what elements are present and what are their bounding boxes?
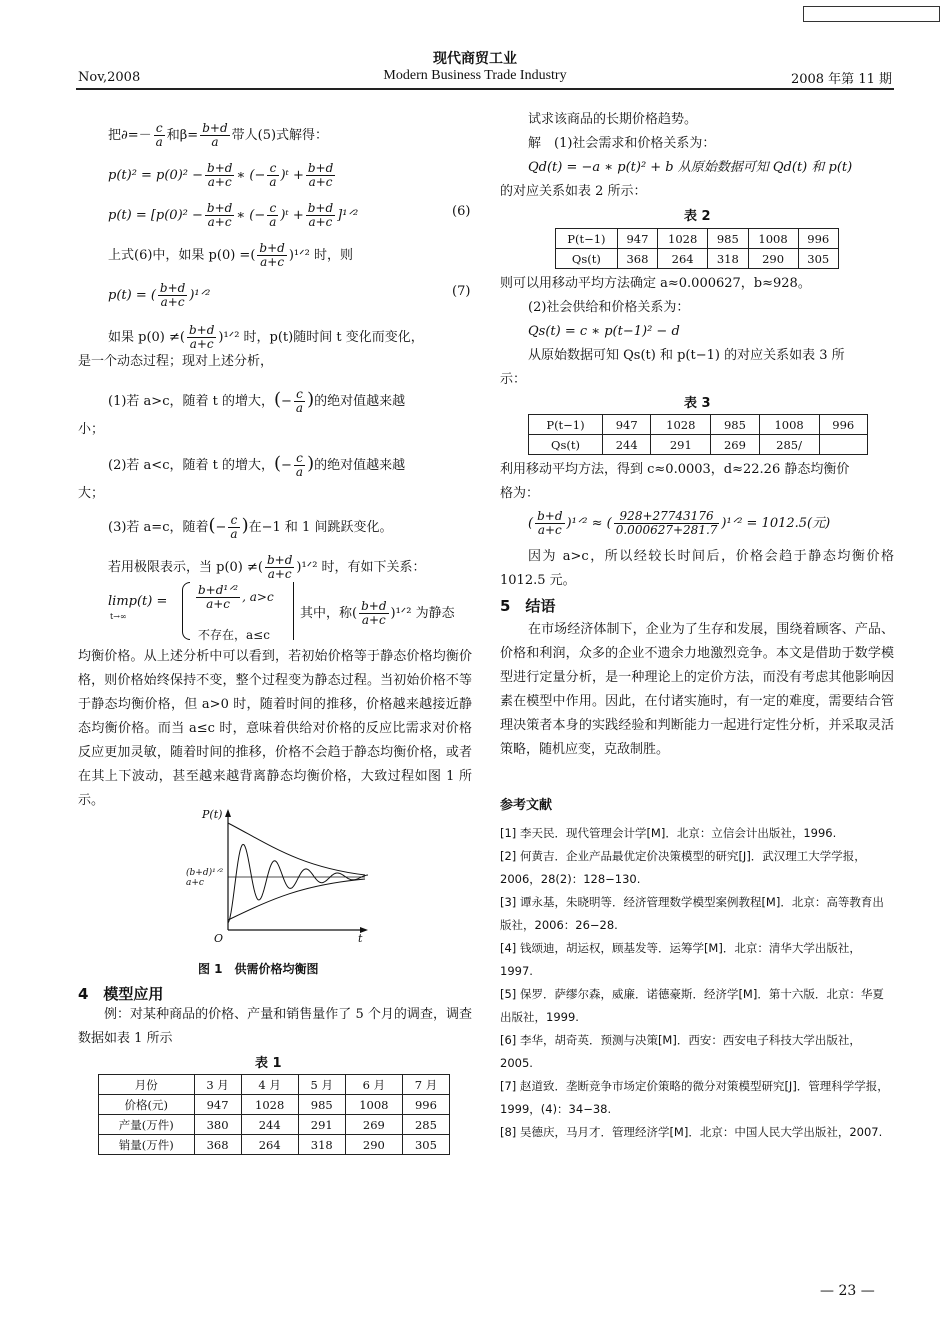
table-row (99, 1095, 450, 1115)
case-1-cont: 小； (78, 422, 105, 437)
limit-after: 其中，称( $\frac{b+d}{a+c}$ )¹ᐟ² 为静态 (300, 599, 455, 627)
table-2-title: 表 2 (684, 209, 711, 224)
table-cell: 244 (241, 1115, 298, 1135)
table-cell: 5 月 (298, 1075, 345, 1095)
equation-7: p(t) = ( $\frac{b+d}{a+c}$ )¹ᐟ² (108, 281, 211, 309)
issue-number: 2008 年第 11 期 (790, 72, 892, 87)
figure-origin: O (214, 932, 224, 945)
because-paragraph: 因为 a>c，所以经较长时间后，价格会趋于静态均衡价格 1012.5 元。 (500, 549, 894, 588)
question-line: 试求该商品的长期价格趋势。 (528, 112, 698, 127)
paragraph-if-cont: 是一个动态过程；现对上述分析， (78, 354, 274, 369)
limit-lhs: limp(t) = (108, 594, 168, 609)
equation-1: p(t)² = p(0)² − $\frac{b+d}{a+c}$ ∗ (− $\frac{c}{a}$ )ᵗ + $\frac{b+d}{a+c}$ (108, 161, 334, 189)
issue-date: Nov,2008 (78, 70, 141, 85)
condition-line: 上式(6)中，如果 p(0) =( $\frac{b+d}{a+c}$ )¹ᐟ² 时，则 (108, 241, 353, 269)
table-row (99, 1115, 450, 1135)
table-cell: 1028 (651, 415, 711, 435)
table-cell: 996 (819, 415, 867, 435)
table-cell: 305 (402, 1135, 449, 1155)
journal-title-en: Modern Business Trade Industry (383, 68, 567, 83)
table-cell: 6 月 (345, 1075, 402, 1095)
limit-bracket-right (194, 582, 294, 640)
table-cell: 985 (711, 415, 759, 435)
table-cell: 264 (241, 1135, 298, 1155)
table-cell: 290 (345, 1135, 402, 1155)
table-cell: 291 (651, 435, 711, 455)
header-box (803, 6, 940, 22)
solution-line: 解 (1)社会需求和价格关系为： (528, 136, 716, 151)
supply-relation: 从原始数据可知 Qs(t) 和 p(t−1) 的对应关系如表 3 所 (528, 348, 845, 363)
table-2 (555, 228, 839, 269)
table-row (99, 1135, 450, 1155)
table-cell: Qs(t) (556, 249, 618, 269)
section-4-title: 4 模型应用 (78, 985, 164, 1003)
table-cell: 销量(万件) (99, 1135, 195, 1155)
table-cell: 947 (617, 229, 657, 249)
table-row (529, 435, 868, 455)
demand-relation: 的对应关系如表 2 所示： (500, 184, 647, 199)
reference-item: [3] 谭永基，朱晓明等．经济管理数学模型案例教程[M]．北京：高等教育出版社，2006：26−28. (500, 895, 884, 932)
limit-intro: 若用极限表示，当 p(0) ≠( $\frac{b+d}{a+c}$ )¹ᐟ² 时，有如下关系： (108, 553, 426, 581)
table-row (556, 249, 839, 269)
header-rule (76, 88, 894, 90)
table-cell: 产量(万件) (99, 1115, 195, 1135)
table-3 (528, 414, 868, 455)
conclusion-paragraph: 在市场经济体制下，企业为了生存和发展，围绕着顾客、产品、价格和利润，众多的企业不遗余力地激烈竞争。本文是借助于数学模型进行定量分析，是一种理论上的定价方法，而没有考虑其他影响因素在模型中作用。因此，在付诸实施时，有一定的难度，需要结合管理决策者本身的实践经验和判断能力一起进行定性分析，并采取灵活策略，随机应变，克敌制胜。 (500, 622, 894, 757)
table-cell: 1008 (345, 1095, 402, 1115)
reference-item: [7] 赵道致．垄断竞争市场定价策略的微分对策模型研究[J]．管理科学学报，1999，(4)：34−38. (500, 1079, 889, 1116)
page-number: — 23 — (820, 1283, 875, 1299)
equation-6: p(t) = [p(0)² − $\frac{b+d}{a+c}$ ∗ (− $\frac{c}{a}$ )ᵗ + $\frac{b+d}{a+c}$ ]¹ᐟ² (108, 201, 359, 229)
table-cell: P(t−1) (556, 229, 618, 249)
case-2-cont: 大； (78, 486, 105, 501)
moving-average-1: 则可以用移动平均方法确定 a≈0.000627，b≈928。 (500, 276, 811, 291)
case-3: (3)若 a=c，随着(− $\frac{c}{a}$ )在−1 和 1 间跳跃变化。 (108, 513, 393, 541)
table-1-title: 表 1 (255, 1056, 282, 1071)
moving-average-2: 利用移动平均方法，得到 c≈0.0003，d≈22.26 静态均衡价 (500, 462, 850, 477)
paragraph-if: 如果 p(0) ≠( $\frac{b+d}{a+c}$ )¹ᐟ² 时，p(t)随时间 t 变化而变化， (108, 323, 424, 351)
table-cell: 318 (298, 1135, 345, 1155)
supply-line: (2)社会供给和价格关系为： (528, 300, 690, 315)
limit-subscript: t→∞ (110, 612, 127, 621)
figure-equilibrium-label: (b+d)¹ᐟ² a+c (186, 868, 224, 888)
analysis-paragraph: 均衡价格。从上述分析中可以看到，若初始价格等于静态价格均衡价格，则价格始终保持不变，整个过程变为静态过程。当初始价格不等于静态均衡价格，但 a>0 时，随着时间的推移，价格越来越接近静态均衡价格。而当 a≤c 时，意味着供给对价格的反应比需求对价格反应更加灵敏，随着时间的推移，价格不会趋于静态均衡价格，或者在其上下波动，甚至越来越背离静态均衡价格，大致过程如图 1 所示。 (78, 649, 472, 808)
result-equation: ( $\frac{b+d}{a+c}$ )¹ᐟ² ≈ ( $\frac{928+27743176}{0.000627+281.7}$ )¹ᐟ² = 1012.5(元) (528, 509, 831, 537)
table-cell: 月份 (99, 1075, 195, 1095)
table-cell: 985 (708, 229, 748, 249)
table-cell: 368 (194, 1135, 241, 1155)
section-5-title: 5 结语 (500, 597, 556, 615)
limit-case-2: 不存在，a≤c (198, 628, 270, 642)
table-cell: 291 (298, 1115, 345, 1135)
table-cell: 368 (617, 249, 657, 269)
references-title: 参考文献 (500, 798, 553, 813)
table-3-title: 表 3 (684, 396, 711, 411)
equation-number-7: (7) (452, 284, 471, 299)
case-1: (1)若 a>c，随着 t 的增大，(− $\frac{c}{a}$ )的绝对值越来越 (108, 387, 406, 415)
reference-item: [2] 何黄吉．企业产品最优定价决策模型的研究[J]．武汉理工大学学报，2006，28(2)：128−130. (500, 849, 866, 886)
demand-equation: Qd(t) = −a ∗ p(t)² + b 从原始数据可知 Qd(t) 和 p(t) (528, 160, 853, 175)
table-cell: 1028 (658, 229, 708, 249)
journal-title-cn: 现代商贸工业 (433, 51, 517, 67)
limit-brace (182, 582, 190, 640)
table-cell: 4 月 (241, 1075, 298, 1095)
table-cell: P(t−1) (529, 415, 603, 435)
table-row (99, 1075, 450, 1095)
reference-item: [4] 钱颂迪，胡运权，顾基发等．运筹学[M]．北京：清华大学出版社，1997. (500, 941, 861, 978)
equation-number-6: (6) (452, 204, 471, 219)
supply-relation-cont: 示： (500, 372, 527, 387)
table-cell: 947 (602, 415, 650, 435)
table-row (556, 229, 839, 249)
figure-caption: 图 1 供需价格均衡图 (198, 962, 319, 976)
table-cell: 1008 (759, 415, 819, 435)
table-row (529, 415, 868, 435)
table-1 (98, 1074, 450, 1155)
table-cell: 305 (798, 249, 838, 269)
table-cell: 285 (402, 1115, 449, 1135)
table-cell: 7 月 (402, 1075, 449, 1095)
figure-y-label: P(t) (202, 808, 223, 821)
table-cell: 285/ (759, 435, 819, 455)
table-cell: 价格(元) (99, 1095, 195, 1115)
reference-item: [5] 保罗．萨缪尔森，威廉．诺德豪斯．经济学[M]．第十六版．北京：华夏出版社，1999. (500, 987, 884, 1024)
intro-line: 把∂=－ $\frac{c}{a}$ 和β= $\frac{b+d}{a}$ 带人(5)式解得： (108, 121, 329, 149)
moving-average-2-cont: 格为： (500, 486, 540, 501)
figure-x-label: t (358, 932, 363, 945)
table-cell (819, 435, 867, 455)
table-cell: 380 (194, 1115, 241, 1135)
table-cell: 269 (711, 435, 759, 455)
table-cell: 1028 (241, 1095, 298, 1115)
table-cell: 264 (658, 249, 708, 269)
limit-case-1: $\frac{\text{b+d¹ᐟ²}}{a+c}$ , a>c (198, 583, 274, 611)
y-arrow (225, 809, 231, 817)
supply-equation: Qs(t) = c ∗ p(t−1)² − d (528, 324, 680, 339)
table-cell: 318 (708, 249, 748, 269)
table-cell: 947 (194, 1095, 241, 1115)
example-paragraph: 例：对某种商品的价格、产量和销售量作了 5 个月的调查，调查数据如表 1 所示 (78, 1007, 472, 1046)
table-cell: 290 (748, 249, 798, 269)
table-cell: Qs(t) (529, 435, 603, 455)
table-cell: 244 (602, 435, 650, 455)
table-cell: 985 (298, 1095, 345, 1115)
table-cell: 3 月 (194, 1075, 241, 1095)
table-cell: 1008 (748, 229, 798, 249)
reference-item: [8] 吴德庆，马月才．管理经济学[M]．北京：中国人民大学出版社，2007. (500, 1125, 883, 1139)
lower-envelope (228, 879, 365, 920)
reference-item: [1] 李天民．现代管理会计学[M]．北京：立信会计出版社，1996. (500, 826, 837, 840)
table-cell: 996 (402, 1095, 449, 1115)
reference-item: [6] 李华，胡奇英．预测与决策[M]．西安：西安电子科技大学出版社，2005. (500, 1033, 861, 1070)
table-cell: 996 (798, 229, 838, 249)
oscillation-curve (228, 844, 368, 923)
case-2: (2)若 a<c，随着 t 的增大，(− $\frac{c}{a}$ )的绝对值越来越 (108, 451, 406, 479)
table-cell: 269 (345, 1115, 402, 1135)
upper-envelope (228, 823, 365, 875)
